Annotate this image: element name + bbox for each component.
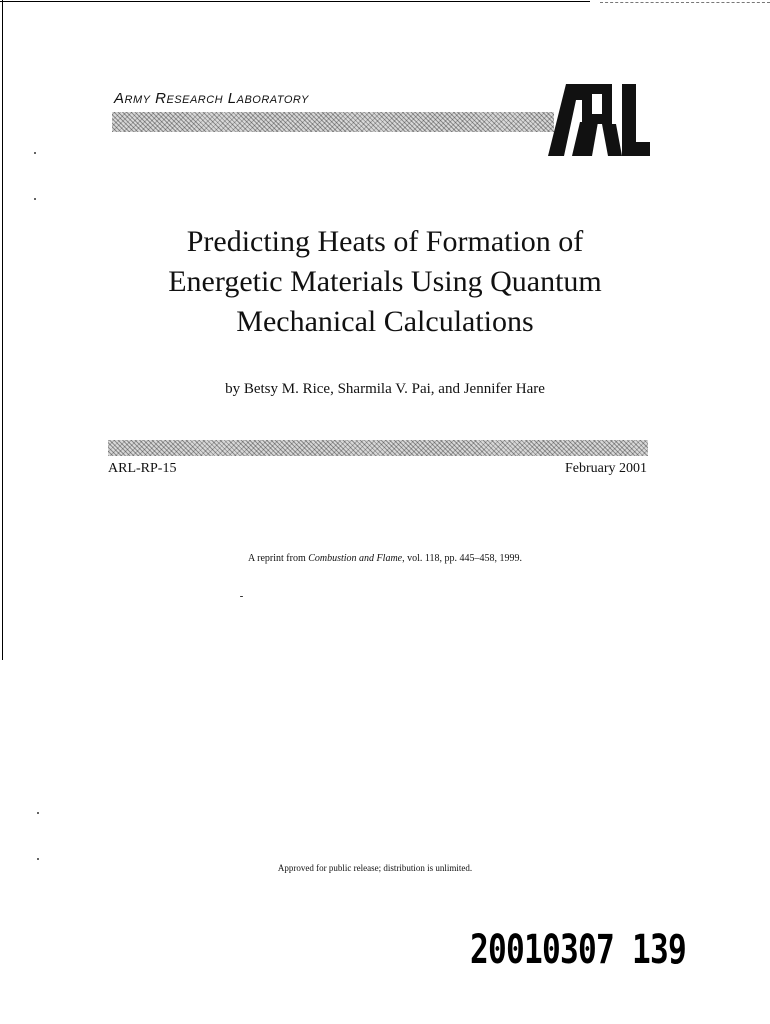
- reprint-suffix: , vol. 118, pp. 445–458, 1999.: [402, 553, 523, 564]
- header-hatch-bar: [112, 112, 554, 132]
- accession-stamp: 20010307 139: [470, 927, 687, 973]
- document-header: [112, 84, 652, 164]
- scan-speck: [34, 152, 36, 154]
- arl-logo: [542, 76, 652, 160]
- lab-name: Army Research Laboratory: [114, 90, 309, 107]
- page-edge-top-dashed: [600, 2, 770, 3]
- report-number: ARL-RP-15: [108, 461, 177, 476]
- title-line-3: Mechanical Calculations: [236, 305, 534, 338]
- document-title: [90, 222, 680, 342]
- journal-name: Combustion and Flame: [308, 553, 403, 564]
- scan-speck: [34, 198, 36, 200]
- authors: by Betsy M. Rice, Sharmila V. Pai, and Jennifer Hare: [225, 381, 545, 397]
- distribution-statement: Approved for public release; distribution is unlimited.: [277, 863, 473, 873]
- report-date: February 2001: [564, 461, 647, 476]
- title-line-2: Energetic Materials Using Quantum: [168, 265, 602, 298]
- reprint-prefix: A reprint from: [247, 553, 309, 564]
- scan-speck: [37, 858, 39, 860]
- scan-speck: [240, 596, 243, 597]
- title-line-1: Predicting Heats of Formation of: [186, 225, 584, 258]
- page-edge-top: [0, 1, 590, 2]
- report-hatch-bar: [108, 440, 648, 456]
- scan-speck: [37, 812, 39, 814]
- reprint-note: [0, 553, 770, 564]
